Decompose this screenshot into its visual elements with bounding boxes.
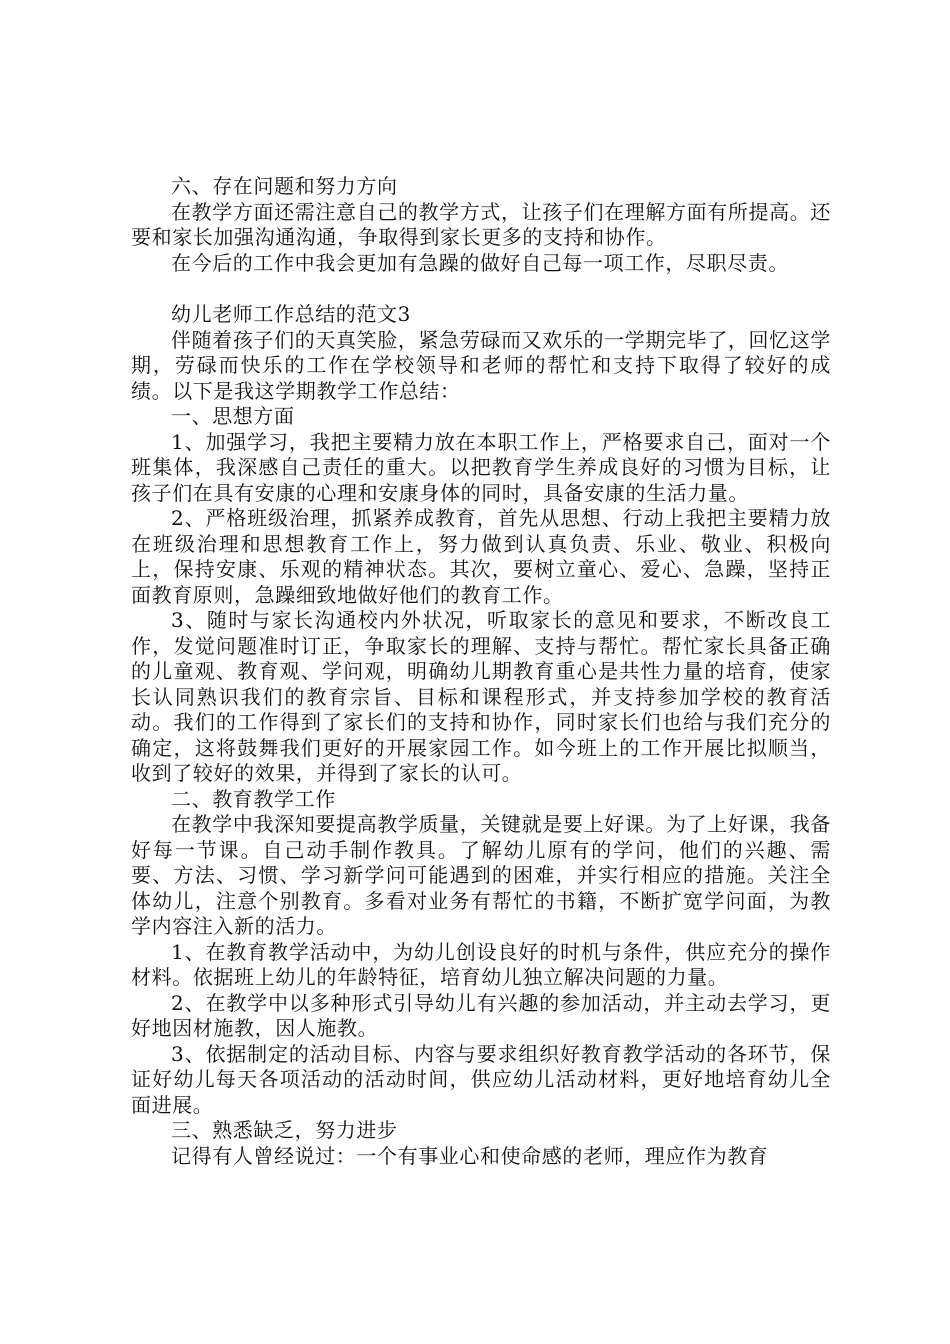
paragraph: 1、加强学习，我把主要精力放在本职工作上，严格要求自己，面对一个班集体，我深感自己责任的重大。以把教育学生养成良好的习惯为目标，让孩子们在具有安康的心理和安康身体的同时，具备安康的生活力量。	[131, 429, 831, 505]
section-heading-teaching: 二、教育教学工作	[171, 786, 336, 811]
article-title: 幼儿老师工作总结的范文3	[171, 302, 411, 326]
paragraph: 3、随时与家长沟通校内外状况，听取家长的意见和要求，不断改良工作，发觉问题准时订正，争取家长的理解、支持与帮忙。帮忙家长具备正确的儿童观、教育观、学问观，明确幼儿期教育重心是共性力量的培育，使家长认同熟识我们的教育宗旨、目标和课程形式，并支持参加学校的教育活动。我们的工作得到了家长们的支持和协作，同时家长们也给与我们充分的确定，这将鼓舞我们更好的开展家园工作。如今班上的工作开展比拟顺当，收到了较好的效果，并得到了家长的认可。	[131, 608, 831, 785]
paragraph: 2、在教学中以多种形式引导幼儿有兴趣的参加活动，并主动去学习，更好地因材施教，因人施教。	[131, 990, 831, 1040]
section-heading-shortcomings: 三、熟悉缺乏，努力进步	[171, 1118, 398, 1142]
paragraph: 在教学中我深知要提高教学质量，关键就是要上好课。为了上好课，我备好每一节课。自己动手制作教具。了解幼儿原有的学问，他们的兴趣、需要、方法、习惯、学习新学问可能遇到的困难，并实行相应的措施。关注全体幼儿，注意个别教育。多看对业务有帮忙的书籍，不断扩宽学问面，为教学内容注入新的活力。	[131, 812, 831, 938]
paragraph: 3、依据制定的活动目标、内容与要求组织好教育教学活动的各环节，保证好幼儿每天各项活动的活动时间，供应幼儿活动材料，更好地培育幼儿全面进展。	[131, 1041, 831, 1117]
document-body	[131, 174, 831, 1169]
paragraph: 在今后的工作中我会更加有急躁的做好自己每一项工作，尽职尽责。	[171, 250, 789, 275]
section-heading-thought: 一、思想方面	[171, 404, 295, 428]
paragraph-gap	[131, 276, 831, 302]
paragraph: 2、严格班级治理，抓紧养成教育，首先从思想、行动上我把主要精力放在班级治理和思想教育工作上，努力做到认真负责、乐业、敬业、积极向上，保持安康、乐观的精神状态。其次，要树立童心、爱心、急躁，坚持正面教育原则，急躁细致地做好他们的教育工作。	[131, 506, 831, 607]
paragraph: 伴随着孩子们的天真笑脸，紧急劳碌而又欢乐的一学期完毕了，回忆这学期，劳碌而快乐的工作在学校领导和老师的帮忙和支持下取得了较好的成绩。以下是我这学期教学工作总结：	[131, 327, 831, 403]
paragraph: 在教学方面还需注意自己的教学方式，让孩子们在理解方面有所提高。还要和家长加强沟通沟通，争取得到家长更多的支持和协作。	[131, 199, 831, 249]
paragraph: 1、在教育教学活动中，为幼儿创设良好的时机与条件，供应充分的操作材料。依据班上幼儿的年龄特征，培育幼儿独立解决问题的力量。	[131, 939, 831, 989]
section-heading-problems: 六、存在问题和努力方向	[171, 174, 398, 198]
paragraph: 记得有人曾经说过：一个有事业心和使命感的老师，理应作为教育	[171, 1143, 769, 1168]
